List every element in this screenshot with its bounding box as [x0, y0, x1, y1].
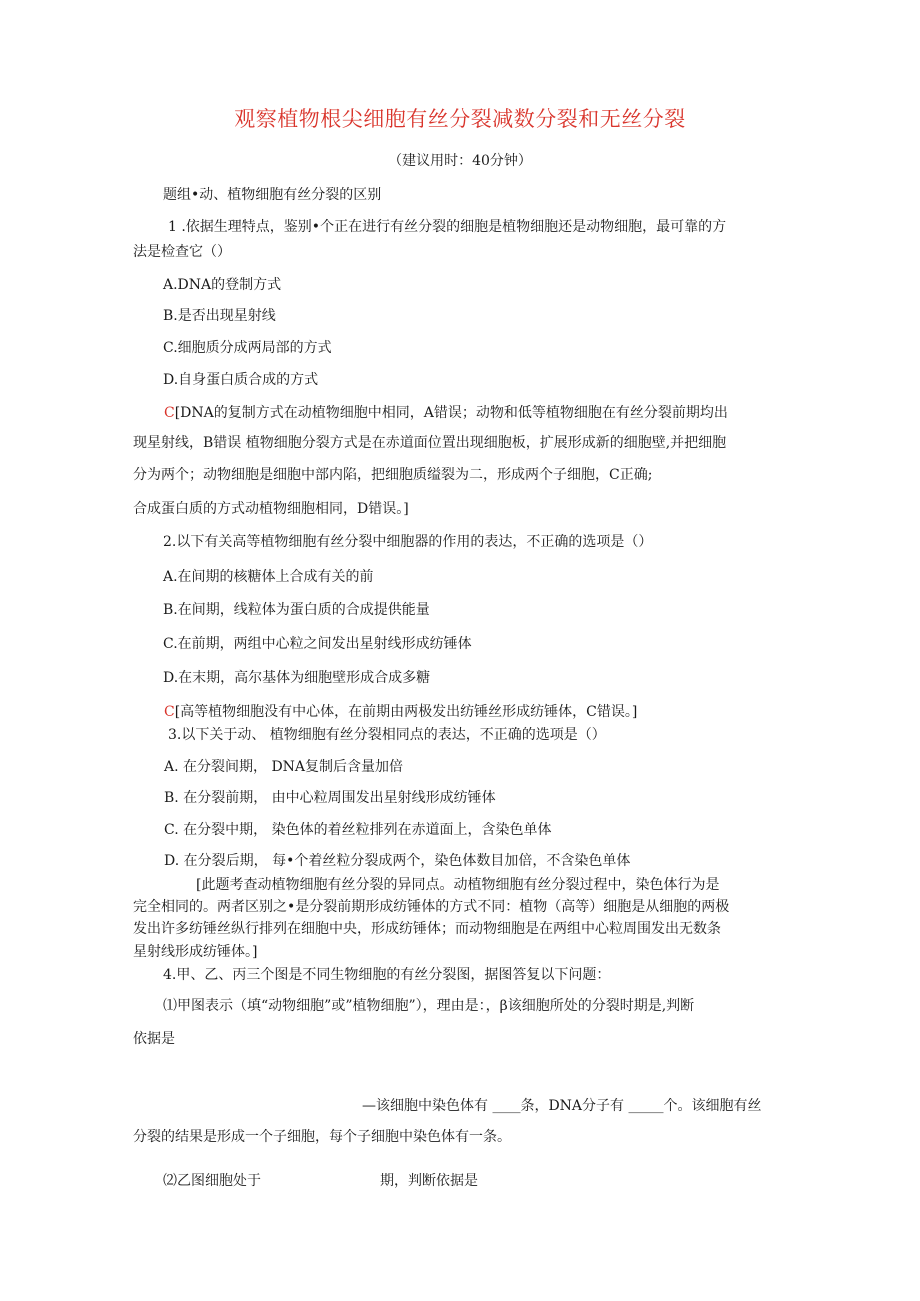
- q4-stem: 4.甲、乙、丙三个图是不同生物细胞的有丝分裂图，据图答复以下问题：: [163, 967, 611, 983]
- q4-part1-line2: 依据是: [133, 1031, 175, 1047]
- q2-stem: 2.以下有关高等植物细胞有丝分裂中细胞器的作用的表达，不正确的选项是（）: [163, 534, 653, 550]
- page-title: 观察植物根尖细胞有丝分裂减数分裂和无丝分裂: [234, 107, 686, 131]
- q3-option-c: C. 在分裂中期， 染色体的着丝粒排列在赤道面上，含染色单体: [164, 822, 552, 838]
- q1-stem-line2: 法是检查它（）: [133, 244, 231, 260]
- q3-explanation-line4: 星射线形成纺锤体。]: [133, 944, 258, 960]
- q1-explanation-line4: 合成蛋白质的方式动植物细胞相同，D错误。]: [133, 501, 409, 517]
- q1-stem-line1: 1 .依据生理特点，鉴别•个正在进行有丝分裂的细胞是植物细胞还是动物细胞，最可靠的方: [168, 219, 727, 235]
- q2-option-a: A.在间期的核糖体上合成有关的前: [163, 569, 374, 585]
- q1-explanation-line2: 现星射线，B错误 植物细胞分裂方式是在赤道面位置出现细胞板，扩展形成新的细胞壁,并把细胞: [133, 435, 727, 451]
- q4-part1-line1: ⑴甲图表示（填“动物细胞”或”植物细胞”），理由是：，β该细胞所处的分裂时期是,判断: [163, 998, 695, 1014]
- q3-option-b: B. 在分裂前期， 由中心粒周围发出星射线形成纺锤体: [164, 790, 496, 806]
- q1-option-a: A.DNA的登制方式: [163, 277, 282, 293]
- section-heading: 题组•动、植物细胞有丝分裂的区别: [163, 187, 382, 203]
- q4-part2-label: ⑵乙图细胞处于: [163, 1173, 261, 1189]
- q1-answer: C: [164, 405, 175, 421]
- q3-explanation-line1: [此题考查动植物细胞有丝分裂的异同点。动植物细胞有丝分裂过程中，染色体行为是: [196, 877, 720, 893]
- q4-part1-line3: —该细胞中染色体有 ____条，DNA分子有 _____个。该细胞有丝: [362, 1098, 762, 1114]
- time-note: （建议用时：40分钟）: [388, 153, 532, 169]
- q4-part1-line4: 分裂的结果是形成一个子细胞，每个子细胞中染色体有一条。: [133, 1129, 511, 1145]
- q1-explanation-line3: 分为两个；动物细胞是细胞中部内陷，把细胞质缢裂为二，形成两个子细胞，C正确;: [133, 467, 653, 483]
- q3-explanation-line3: 发出许多纺锤丝纵行排列在细胞中央，形成纺锤体；而动物细胞是在两组中心粒周围发出无数条: [133, 921, 721, 937]
- q2-option-d: D.在末期，高尔基体为细胞壁形成合成多糖: [163, 670, 431, 686]
- q3-explanation-line2: 完全相同的。两者区别之•是分裂前期形成纺锤体的方式不同：植物（高等）细胞是从细胞的两极: [133, 899, 730, 915]
- q2-option-c: C.在前期，两组中心粒之间发出星射线形成纺锤体: [163, 636, 472, 652]
- q1-option-d: D.自身蛋白质合成的方式: [163, 372, 319, 388]
- q3-option-a: A. 在分裂间期， DNA复制后含量加倍: [164, 759, 404, 775]
- q4-part2-text: 期，判断依据是: [380, 1173, 478, 1189]
- q1-explanation-line1: C[DNA的复制方式在动植物细胞中相同，A错误；动物和低等植物细胞在有丝分裂前期均出: [164, 405, 728, 421]
- q2-option-b: B.在间期，线粒体为蛋白质的合成提供能量: [163, 602, 430, 618]
- q2-answer: C: [164, 704, 175, 720]
- q1-option-b: B.是否出现星射线: [163, 308, 276, 324]
- q3-stem: 3.以下关于动、 植物细胞有丝分裂相同点的表达，不正确的选项是（）: [168, 727, 606, 743]
- q1-option-c: C.细胞质分成两局部的方式: [163, 340, 332, 356]
- q2-explanation: C[高等植物细胞没有中心体，在前期由两极发出纺锤丝形成纺锤体，C错误。]: [164, 704, 638, 720]
- q3-option-d: D. 在分裂后期， 每•个着丝粒分裂成两个，染色体数目加倍，不含染色单体: [164, 853, 631, 869]
